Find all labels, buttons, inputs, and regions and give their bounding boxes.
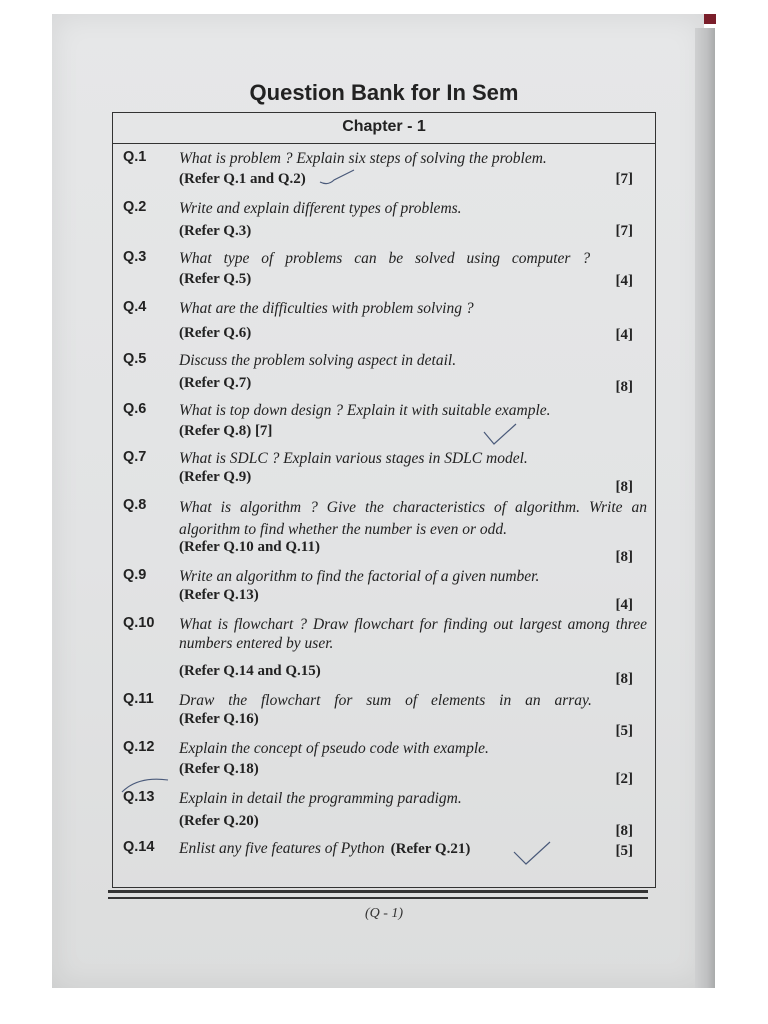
question-text: Draw the flowchart for sum of elements in an array. (179, 692, 592, 709)
question-number: Q.6 (123, 401, 147, 417)
question-text-line (179, 839, 527, 859)
question-marks: [8] (615, 379, 633, 395)
bottom-rule-thin (108, 897, 648, 899)
question-text: What is SDLC ? Explain various stages in SDLC model. (179, 450, 528, 467)
question-number: Q.4 (123, 299, 147, 315)
pen-circle-mark (118, 774, 174, 800)
question-marks: [7] (615, 223, 633, 239)
question-item (113, 613, 657, 685)
question-number: Q.2 (123, 199, 147, 215)
pen-tick-mark (318, 168, 358, 188)
question-reference: (Refer Q.18) (179, 761, 259, 777)
question-marks: [5] (615, 723, 633, 739)
question-text: What are the difficulties with problem solving ? (179, 300, 474, 317)
question-reference: (Refer Q.8) [7] (179, 423, 273, 439)
question-text: Write an algorithm to find the factorial of a given number. (179, 568, 540, 585)
question-marks: [4] (615, 597, 633, 613)
question-marks: [8] (615, 549, 633, 565)
question-marks: [8] (615, 671, 633, 687)
page-corner (704, 14, 716, 24)
question-text: Write and explain different types of problems. (179, 200, 462, 217)
question-number: Q.10 (123, 615, 155, 631)
pen-tick-mark (480, 420, 520, 450)
question-reference: (Refer Q.7) (179, 375, 252, 391)
question-reference: (Refer Q.6) (179, 325, 252, 341)
question-text: What is problem ? Explain six steps of solving the problem. (179, 150, 547, 167)
question-reference: (Refer Q.14 and Q.15) (179, 663, 321, 679)
question-marks: [7] (615, 171, 633, 187)
pen-tick-mark (510, 838, 554, 868)
question-reference: (Refer Q.9) (179, 469, 252, 485)
question-item (113, 197, 657, 243)
question-item (113, 349, 657, 395)
question-text: What type of problems can be solved using computer ? (179, 250, 591, 267)
question-text: What is algorithm ? Give the characteristics of algorithm. Write an algorithm to find whether the number is even or odd. (179, 499, 647, 538)
question-reference: (Refer Q.1 and Q.2) (179, 171, 306, 187)
question-item (113, 737, 657, 787)
question-text: Explain the concept of pseudo code with example. (179, 740, 489, 757)
question-item (113, 147, 657, 193)
question-table (112, 112, 656, 888)
page-number: (Q - 1) (364, 906, 404, 921)
question-number: Q.14 (123, 839, 155, 855)
question-item (113, 247, 657, 293)
question-reference: (Refer Q.16) (179, 711, 259, 727)
question-reference: (Refer Q.3) (179, 223, 252, 239)
question-text: Discuss the problem solving aspect in detail. (179, 352, 457, 369)
question-number: Q.5 (123, 351, 147, 367)
question-marks: [5] (615, 843, 633, 859)
book-spine (695, 28, 715, 988)
question-number: Q.13 (123, 789, 155, 805)
question-item (113, 837, 657, 865)
question-item (113, 787, 657, 839)
chapter-heading: Chapter - 1 (113, 113, 655, 144)
question-reference: (Refer Q.21) (390, 841, 471, 857)
question-marks: [2] (615, 771, 633, 787)
question-reference: (Refer Q.13) (179, 587, 259, 603)
question-number: Q.7 (123, 449, 147, 465)
question-marks: [8] (615, 479, 633, 495)
page-title: Question Bank for In Sem (249, 80, 519, 105)
question-text: Explain in detail the programming paradigm. (179, 790, 462, 807)
question-reference: (Refer Q.20) (179, 813, 259, 829)
question-number: Q.12 (123, 739, 155, 755)
question-item (113, 399, 657, 445)
question-number: Q.8 (123, 497, 147, 513)
question-text: What is top down design ? Explain it with suitable example. (179, 402, 551, 419)
question-marks: [4] (615, 273, 633, 289)
question-number: Q.1 (123, 149, 147, 165)
question-text: Enlist any five features of Python (179, 840, 385, 857)
question-marks: [8] (615, 823, 633, 839)
question-item (113, 297, 657, 343)
question-marks: [4] (615, 327, 633, 343)
question-item (113, 495, 657, 565)
question-item (113, 447, 657, 493)
question-item (113, 565, 657, 611)
question-number: Q.9 (123, 567, 147, 583)
question-number: Q.11 (123, 691, 154, 707)
question-number: Q.3 (123, 249, 147, 265)
question-reference: (Refer Q.5) (179, 271, 252, 287)
question-item (113, 689, 657, 739)
bottom-rule-thick (108, 890, 648, 893)
question-text: What is flowchart ? Draw flowchart for finding out largest among three numbers entered by user. (179, 616, 647, 652)
question-reference: (Refer Q.10 and Q.11) (179, 539, 320, 555)
